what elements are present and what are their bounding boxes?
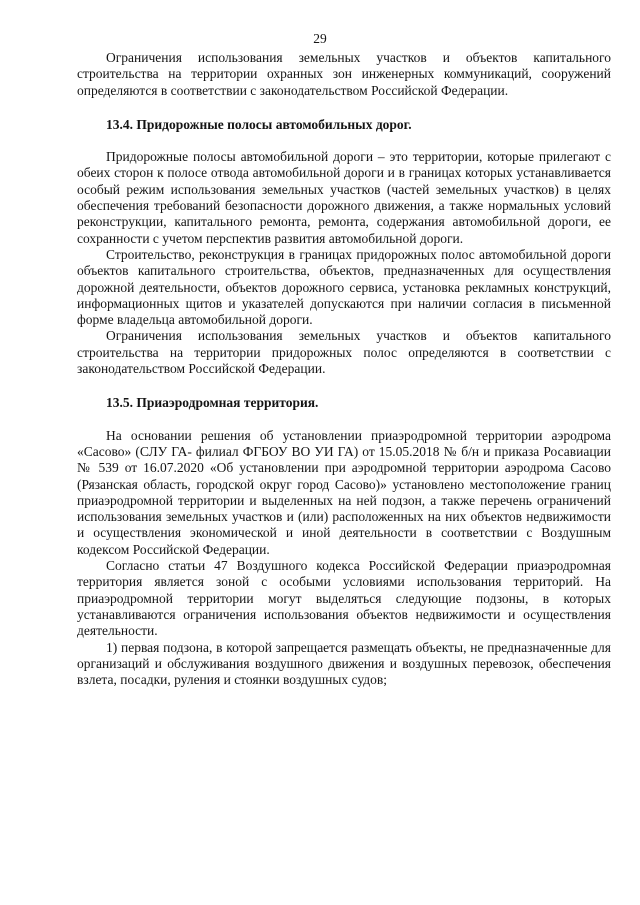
roadside-restrictions-paragraph: Ограничения использования земельных участков и объектов капитального строительства на территории придорожных полос определяются в соответствии с законодательством Российской Федерации. xyxy=(77,328,611,377)
first-subzone-paragraph: 1) первая подзона, в которой запрещается размещать объекты, не предназначенные для организаций и обслуживания воздушного движения и воздушных перевозок, обеспечения взлета, посадки, руления и стоянки воздушных судов; xyxy=(77,639,611,688)
intro-paragraph: Ограничения использования земельных участков и объектов капитального строительства на территории охранных зон инженерных коммуникаций, сооружений определяются в соответствии с законодательством Российской Федерации. xyxy=(77,50,611,98)
aerodrome-article-47-paragraph: Согласно статьи 47 Воздушного кодекса Российской Федерации приаэродромная территория является зоной с особыми условиями использования территорий. На приаэродромной территории могут выделяться следующие подзоны, в которых устанавливаются ограничения использования объектов недвижимости и осуществления деятельности. xyxy=(77,558,611,639)
page-number: 29 xyxy=(313,31,327,46)
aerodrome-decision-paragraph: На основании решения об установлении приаэродромной территории аэродрома «Сасово» (СЛУ ГА- филиал ФГБОУ ВО УИ ГА) от 15.05.2018 № б/н и приказа Росавиации № 539 от 16.07.2020 «Об установлении при аэродромной территории аэродрома Сасово (Рязанская область, городской округ город Сасово)» установлено местоположение границ приаэродромной территории и выделенных на ней подзон, а также перечень ограничений использования земельных участков и (или) расположенных на них объектов недвижимости и осуществления экономической и иной деятельности в соответствии с Воздушным кодексом Российской Федерации. xyxy=(77,427,611,557)
document-body xyxy=(77,50,611,688)
section-heading-13-5: 13.5. Приаэродромная территория. xyxy=(106,395,319,411)
section-heading-13-4: 13.4. Придорожные полосы автомобильных дорог. xyxy=(106,116,412,132)
roadside-definition-paragraph: Придорожные полосы автомобильной дороги – это территории, которые прилегают с обеих сторон к полосе отвода автомобильной дороги и в границах которых устанавливается особый режим использования земельных участков (частей земельных участков) в целях обеспечения требований безопасности дорожного движения, а также нормальных условий реконструкции, капитального ремонта, ремонта, содержания автомобильной дороги, ее сохранности с учетом перспектив развития автомобильной дороги. xyxy=(77,149,611,246)
roadside-construction-paragraph: Строительство, реконструкция в границах придорожных полос автомобильной дороги объектов капитального строительства, объектов, предназначенных для осуществления дорожной деятельности, объектов дорожного сервиса, установка рекламных конструкций, информационных щитов и указателей допускаются при наличии согласия в письменной форме владельца автомобильной дороги. xyxy=(77,246,611,328)
